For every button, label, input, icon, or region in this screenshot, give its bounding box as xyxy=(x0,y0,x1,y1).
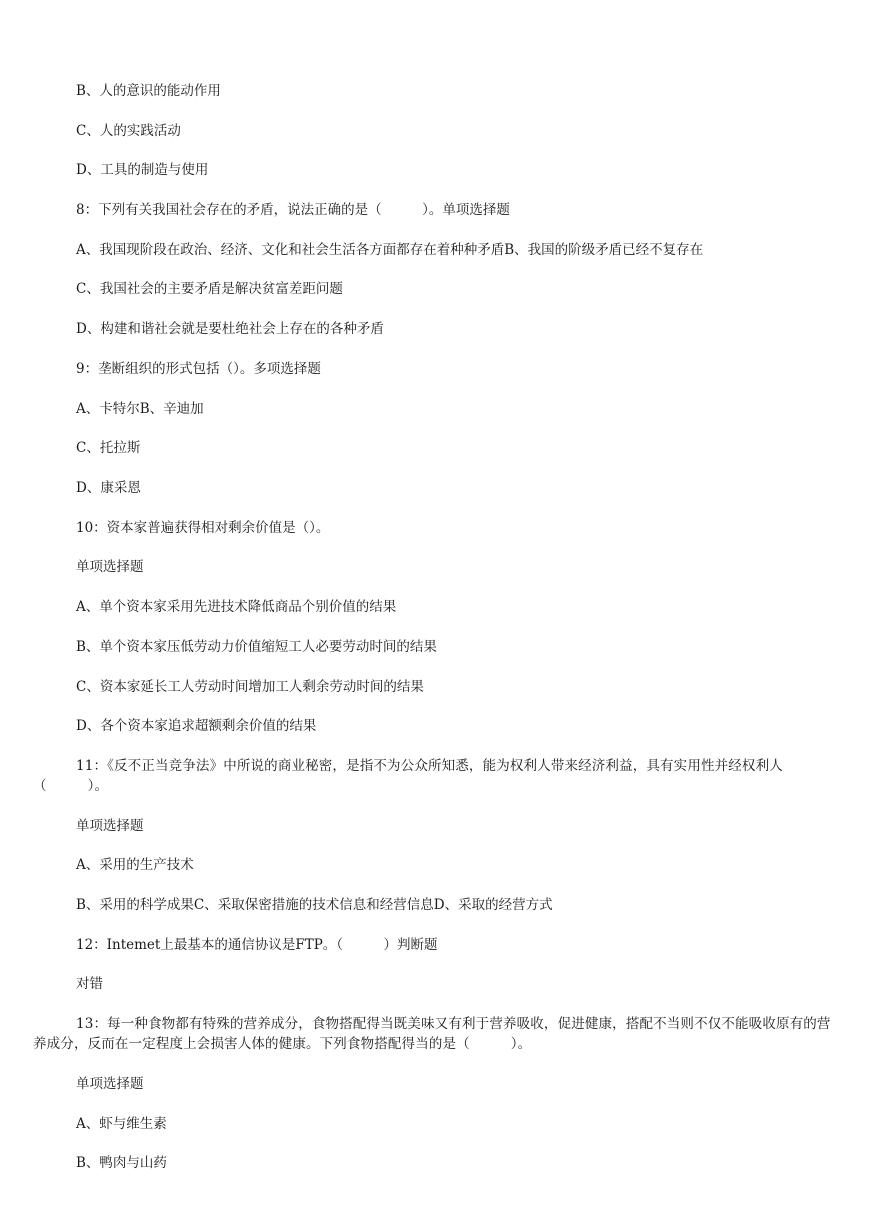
option-b-q10: B、单个资本家压低劳动力价值缩短工人必要劳动时间的结果 xyxy=(76,639,437,655)
question-12: 12：Intemet上最基本的通信协议是FTP。（ ）判断题 xyxy=(76,937,438,953)
question-10: 10：资本家普遍获得相对剩余价值是（）。 xyxy=(76,520,330,536)
question-12-answer-choices: 对错 xyxy=(76,976,103,992)
question-9: 9：垄断组织的形式包括（）。多项选择题 xyxy=(76,361,321,377)
option-c-q9: C、托拉斯 xyxy=(76,440,141,456)
option-d-q8: D、构建和谐社会就是要杜绝社会上存在的各种矛盾 xyxy=(76,321,384,337)
question-11: 11：《反不正当竞争法》中所说的商业秘密，是指不为公众所知悉，能为权利人带来经济利益，具有实用性并经权利人（ ）。 xyxy=(33,758,783,794)
question-8: 8：下列有关我国社会存在的矛盾，说法正确的是（ ）。单项选择题 xyxy=(76,202,510,218)
option-a-q13: A、虾与维生素 xyxy=(76,1116,167,1132)
question-13-type: 单项选择题 xyxy=(76,1076,144,1092)
option-c-q7: C、人的实践活动 xyxy=(76,123,181,139)
option-a-b-q9: A、卡特尔B、辛迪加 xyxy=(76,401,204,417)
option-a-b-q8: A、我国现阶段在政治、经济、文化和社会生活各方面都存在着种种矛盾B、我国的阶级矛盾已经不复存在 xyxy=(76,242,704,258)
option-d-q9: D、康采恩 xyxy=(76,480,141,496)
option-a-q10: A、单个资本家采用先进技术降低商品个别价值的结果 xyxy=(76,599,397,615)
option-b-q7: B、人的意识的能动作用 xyxy=(76,83,221,99)
question-13: 13：每一种食物都有特殊的营养成分，食物搭配得当既美味又有利于营养吸收，促进健康，搭配不当则不仅不能吸收原有的营养成分，反而在一定程度上会损害人体的健康。下列食物搭配得当的是（ ）。 xyxy=(33,1016,831,1052)
option-b-c-d-q11: B、采用的科学成果C、采取保密措施的技术信息和经营信息D、采取的经营方式 xyxy=(76,897,553,913)
option-c-q8: C、我国社会的主要矛盾是解决贫富差距问题 xyxy=(76,281,343,297)
option-a-q11: A、采用的生产技术 xyxy=(76,857,194,873)
option-d-q10: D、各个资本家追求超额剩余价值的结果 xyxy=(76,718,317,734)
question-11-type: 单项选择题 xyxy=(76,818,144,834)
option-d-q7: D、工具的制造与使用 xyxy=(76,162,209,178)
option-c-q10: C、资本家延长工人劳动时间增加工人剩余劳动时间的结果 xyxy=(76,679,424,695)
option-b-q13: B、鸭肉与山药 xyxy=(76,1155,167,1171)
question-10-type: 单项选择题 xyxy=(76,559,144,575)
